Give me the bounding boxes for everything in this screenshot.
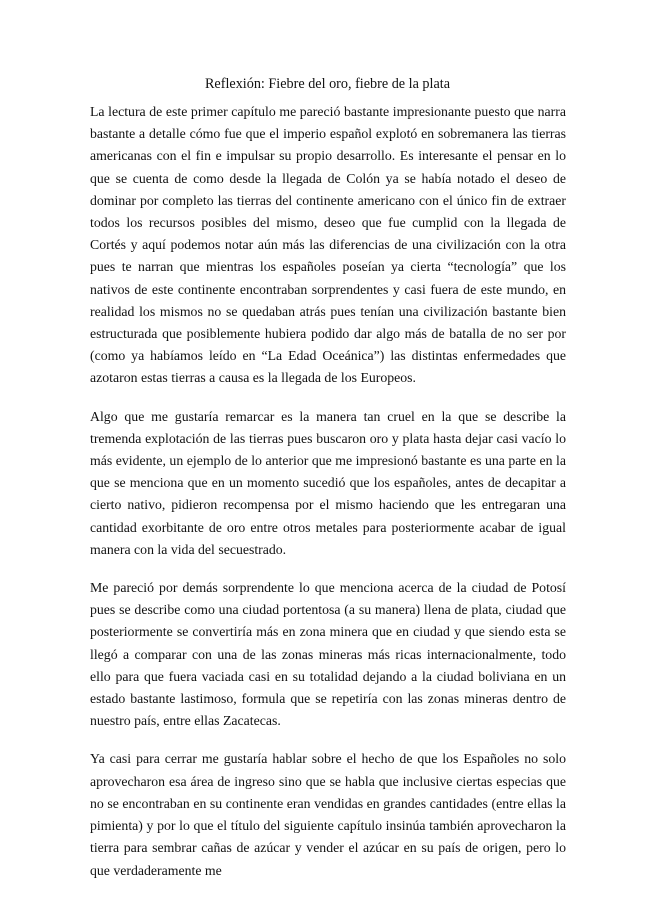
paragraph-1: La lectura de este primer capítulo me pareció bastante impresionante puesto que narra bastante a detalle cómo fue que el imperio español explotó en sobremanera las tierras americanas con el fin e impulsar su propio desarrollo. Es interesante el pensar en lo que se cuenta de como desde la llegada de Colón ya se había notado el deseo de dominar por completo las tierras del continente americano con el único fin de extraer todos los recursos posibles del mismo, deseo que fue cumplid con la llegada de Cortés y aquí podemos notar aún más las diferencias de una civilización con la otra pues te narran que mientras los españoles poseían ya cierta “tecnología” que los nativos de este continente encontraban sorprendentes y casi fuera de este mundo, en realidad los mismos no se quedaban atrás pues tenían una civilización bastante bien estructurada que posiblemente hubiera podido dar algo más de batalla de no ser por (como ya habíamos leído en “La Edad Oceánica”) las distintas enfermedades que azotaron estas tierras a causa es la llegada de los Europeos. bbox=[90, 104, 566, 386]
document-body bbox=[90, 101, 566, 898]
document-title: Reflexión: Fiebre del oro, fiebre de la plata bbox=[204, 76, 451, 92]
paragraph-2: Algo que me gustaría remarcar es la manera tan cruel en la que se describe la tremenda explotación de las tierras pues buscaron oro y plata hasta dejar casi vacío lo más evidente, un ejemplo de lo anterior que me impresionó bastante es una parte en la que se menciona que en un momento sucedió que los españoles, antes de decapitar a cierto nativo, pidieron recompensa por el mismo haciendo que les entregaran una cantidad exorbitante de oro entre otros metales para posteriormente acabar de igual manera con la vida del secuestrado. bbox=[90, 408, 566, 557]
paragraph-4: Ya casi para cerrar me gustaría hablar sobre el hecho de que los Españoles no solo aprovecharon esa área de ingreso sino que se habla que inclusive ciertas especias que no se encontraban en su continente eran vendidas en grandes cantidades (entre ellas la pimienta) y por lo que el título del siguiente capítulo insinúa también aprovecharon la tierra para sembrar cañas de azúcar y vender el azúcar en su país de origen, pero lo que verdaderamente me bbox=[90, 751, 566, 878]
paragraph-3: Me pareció por demás sorprendente lo que menciona acerca de la ciudad de Potosí pues se describe como una ciudad portentosa (a su manera) llena de plata, ciudad que posteriormente se convertiría más en zona minera que en ciudad y que siendo esta se llegó a comparar con una de las zonas mineras más ricas internacionalmente, todo ello para que fuera vaciada casi en su totalidad dejando a la ciudad boliviana en un estado bastante lastimoso, formula que se repetiría con las zonas mineras dentro de nuestro país, entre ellas Zacatecas. bbox=[90, 580, 566, 729]
